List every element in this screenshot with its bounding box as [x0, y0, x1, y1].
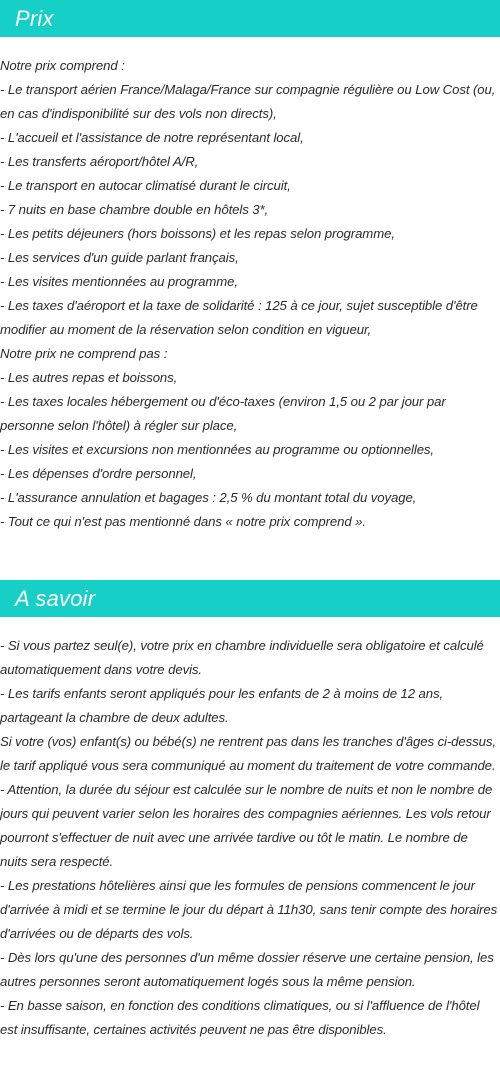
savoir-line: - Les tarifs enfants seront appliqués pour les enfants de 2 à moins de 12 ans, partageant la chambre de deux adultes. — [0, 686, 444, 725]
prix-line: - Les dépenses d'ordre personnel, — [0, 466, 197, 481]
prix-line: - Les taxes locales hébergement ou d'éco-taxes (environ 1,5 ou 2 par jour par personne selon l'hôtel) à régler sur place, — [0, 394, 446, 433]
prix-title: Prix — [15, 5, 54, 31]
prix-line: - Les petits déjeuners (hors boissons) et les repas selon programme, — [0, 226, 395, 241]
prix-line: Notre prix ne comprend pas : — [0, 346, 168, 361]
savoir-line: - Les prestations hôtelières ainsi que les formules de pensions commencent le jour d'arrivée à midi et se termine le jour du départ à 11h30, sans tenir compte des horaires d'arrivées ou de départs des vols. — [0, 878, 498, 941]
prix-line: - Le transport en autocar climatisé durant le circuit, — [0, 178, 291, 193]
prix-line: Notre prix comprend : — [0, 58, 125, 73]
savoir-line: - En basse saison, en fonction des conditions climatiques, ou si l'affluence de l'hôtel est insuffisante, certaines activités peuvent ne pas être disponibles. — [0, 998, 480, 1037]
savoir-line: - Si vous partez seul(e), votre prix en chambre individuelle sera obligatoire et calculé automatiquement dans votre devis. — [0, 638, 484, 677]
prix-line: - L'assurance annulation et bagages : 2,5 % du montant total du voyage, — [0, 490, 417, 505]
prix-line: - Les visites mentionnées au programme, — [0, 274, 238, 289]
prix-line: - Les transferts aéroport/hôtel A/R, — [0, 154, 199, 169]
prix-line: - L'accueil et l'assistance de notre représentant local, — [0, 130, 304, 145]
savoir-line: - Dès lors qu'une des personnes d'un même dossier réserve une certaine pension, les autres personnes seront automatiquement logés sous la même pension. — [0, 950, 494, 989]
prix-line: - Les services d'un guide parlant français, — [0, 250, 239, 265]
prix-line: - Les visites et excursions non mentionnées au programme ou optionnelles, — [0, 442, 434, 457]
prix-line: - Tout ce qui n'est pas mentionné dans « notre prix comprend ». — [0, 514, 366, 529]
prix-line: - 7 nuits en base chambre double en hôtels 3*, — [0, 202, 269, 217]
savoir-title: A savoir — [15, 585, 96, 611]
savoir-line: - Attention, la durée du séjour est calculée sur le nombre de nuits et non le nombre de jours qui peuvent varier selon les horaires des compagnies aériennes. Les vols retour pourront s'effectuer de nuit avec une arrivée tardive ou tôt le matin. Le nombre de nuits sera respecté. — [0, 782, 493, 869]
savoir-line: Si votre (vos) enfant(s) ou bébé(s) ne rentrent pas dans les tranches d'âges ci-dessus, le tarif appliqué vous sera communiqué au moment du traitement de votre commande. — [0, 734, 496, 773]
prix-line: - Les autres repas et boissons, — [0, 370, 178, 385]
savoir-section-header — [0, 580, 500, 617]
prix-line: - Le transport aérien France/Malaga/France sur compagnie régulière ou Low Cost (ou, en cas d'indisponibilité sur des vols non directs), — [0, 82, 496, 121]
prix-line: - Les taxes d'aéroport et la taxe de solidarité : 125 à ce jour, sujet susceptible d'être modifier au moment de la réservation selon condition en vigueur, — [0, 298, 478, 337]
prix-section-header — [0, 0, 500, 37]
savoir-section-body — [0, 617, 500, 1042]
prix-section-body — [0, 37, 500, 534]
